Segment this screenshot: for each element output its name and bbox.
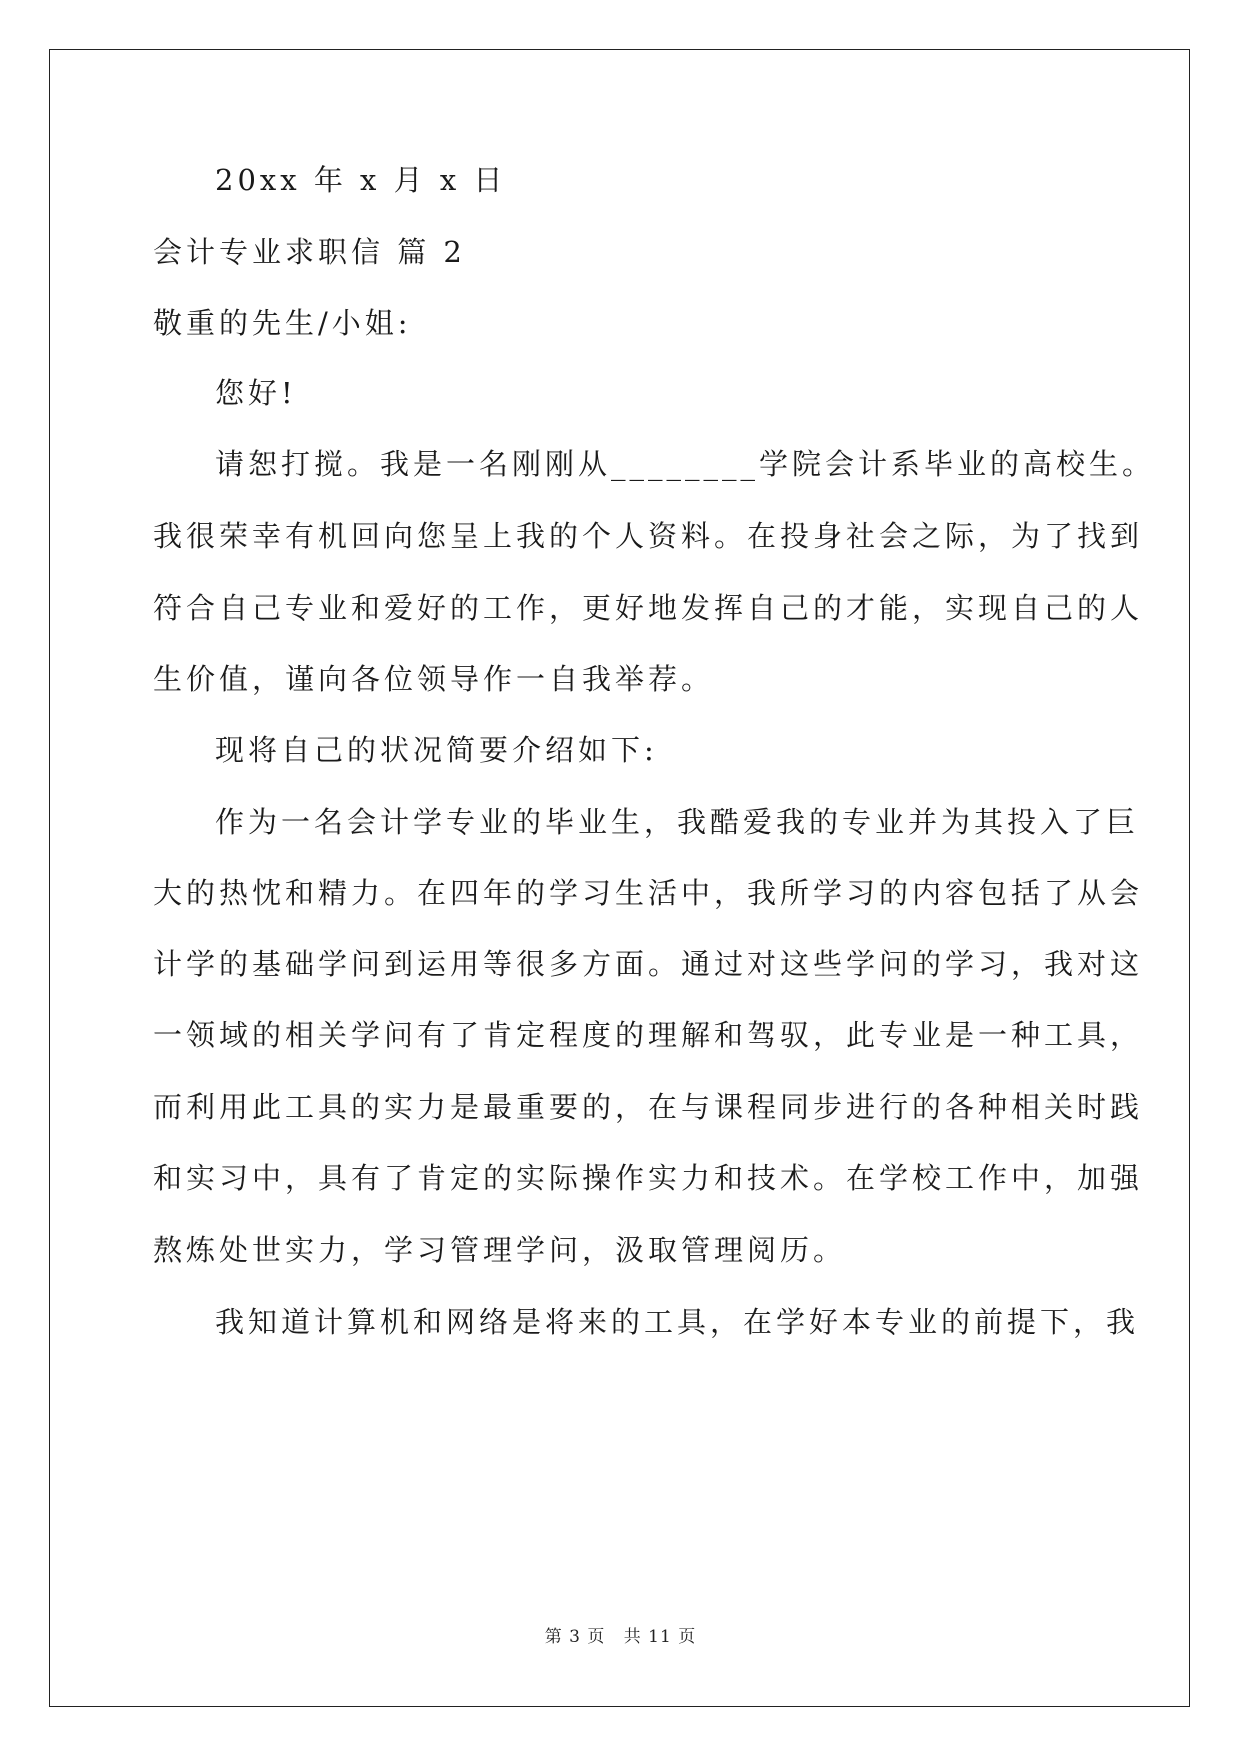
salutation: 敬重的先生/小姐: xyxy=(153,306,412,340)
page-total: 共 11 页 xyxy=(623,1627,697,1647)
paragraph-line: 符合自己专业和爱好的工作，更好地发挥自己的才能，实现自己的人 xyxy=(153,591,1144,625)
paragraph-line: 现将自己的状况简要介绍如下: xyxy=(215,733,658,767)
paragraph-line: 计学的基础学问到运用等很多方面。通过对这些学问的学习，我对这 xyxy=(153,947,1144,981)
paragraph-line: 请恕打搅。我是一名刚刚从________学院会计系毕业的高校生。 xyxy=(215,447,1156,481)
paragraph-line: 熬炼处世实力，学习管理学问，汲取管理阅历。 xyxy=(153,1233,847,1267)
paragraph-line: 我知道计算机和网络是将来的工具，在学好本专业的前提下，我 xyxy=(215,1305,1140,1339)
paragraph-line: 和实习中，具有了肯定的实际操作实力和技术。在学校工作中，加强 xyxy=(153,1161,1144,1195)
page-number: 第 3 页 xyxy=(544,1627,606,1647)
date-line: 20xx 年 x 月 x 日 xyxy=(215,163,507,197)
paragraph-line: 大的热忱和精力。在四年的学习生活中，我所学习的内容包括了从会 xyxy=(153,876,1144,910)
page-footer xyxy=(0,1622,1241,1647)
paragraph-line: 生价值，谨向各位领导作一自我举荐。 xyxy=(153,662,715,696)
paragraph-line: 一领域的相关学问有了肯定程度的理解和驾驭，此专业是一种工具， xyxy=(153,1018,1144,1052)
paragraph-line: 作为一名会计学专业的毕业生，我酷爱我的专业并为其投入了巨 xyxy=(215,805,1140,839)
section-title: 会计专业求职信 篇 2 xyxy=(153,235,466,269)
paragraph-line: 我很荣幸有机回向您呈上我的个人资料。在投身社会之际，为了找到 xyxy=(153,519,1144,553)
greeting: 您好! xyxy=(215,376,297,410)
paragraph-line: 而利用此工具的实力是最重要的，在与课程同步进行的各种相关时践 xyxy=(153,1090,1144,1124)
